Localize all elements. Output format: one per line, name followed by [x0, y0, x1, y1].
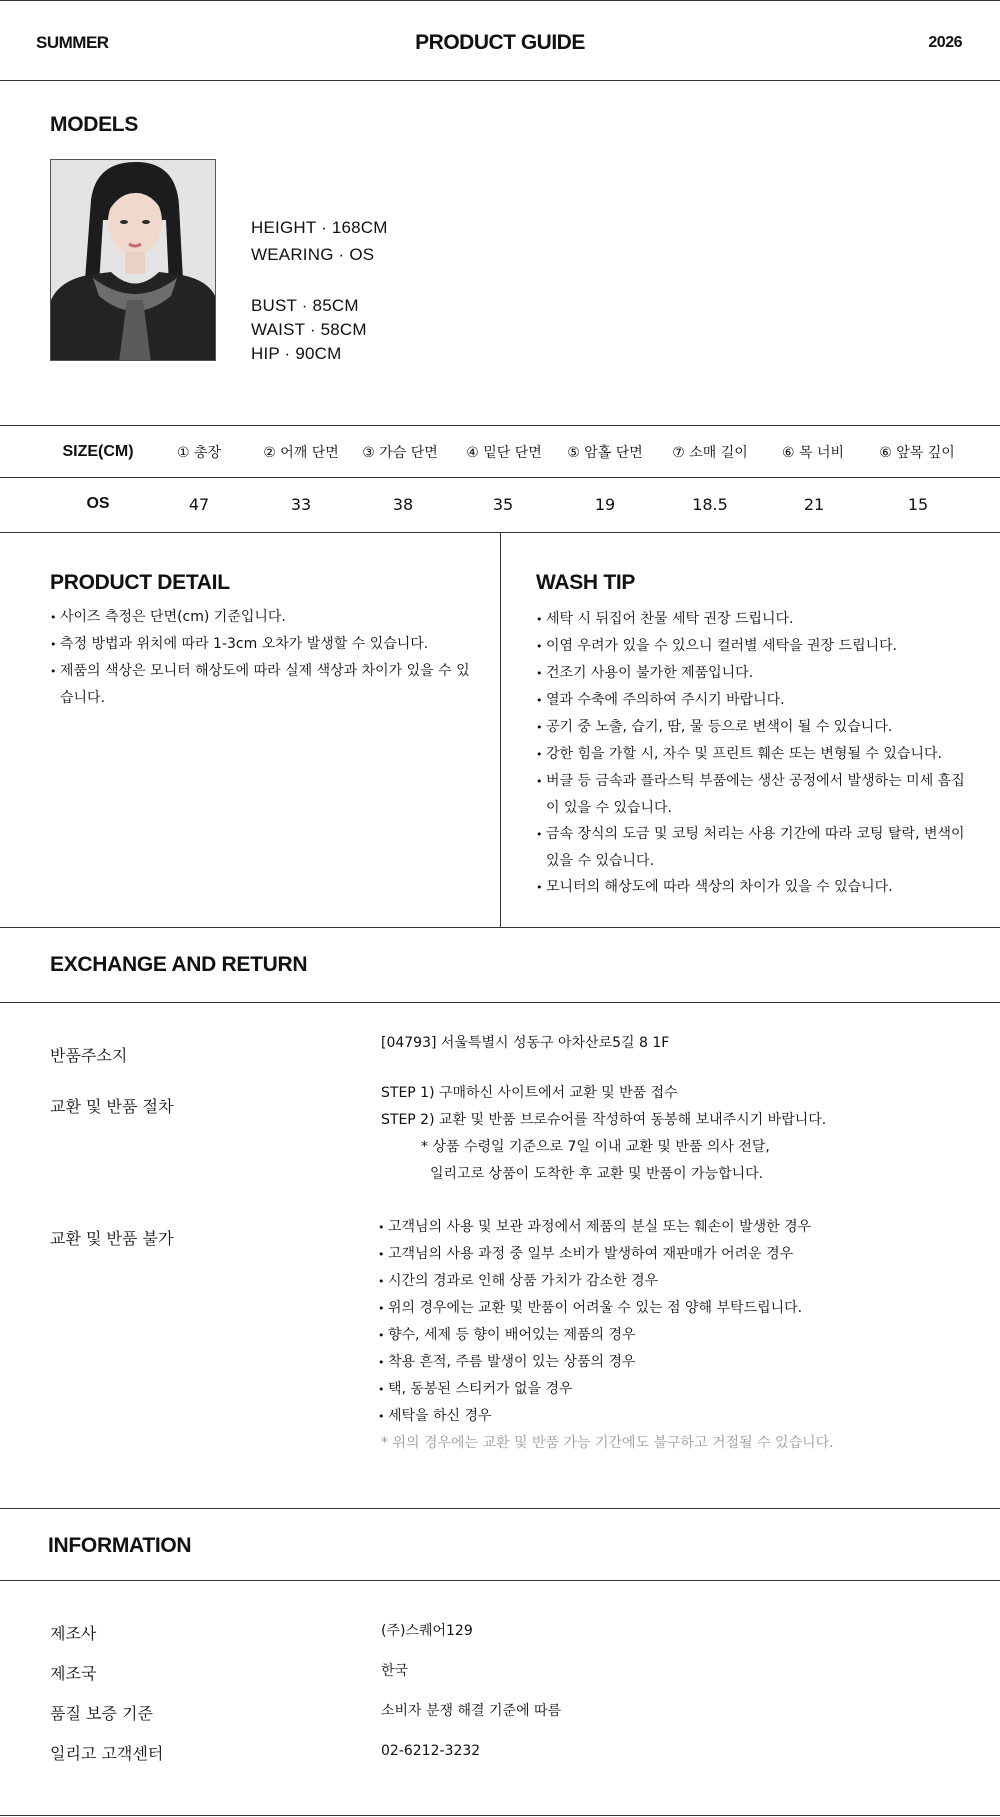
model-height: HEIGHT · 168CM — [251, 218, 388, 237]
exchange-note: * 위의 경우에는 교환 및 반품 가능 기간에도 불구하고 거절될 수 있습니다. — [381, 1435, 834, 1451]
list-item: • 공기 중 노출, 습기, 땀, 물 등으로 변색이 될 수 있습니다. — [536, 714, 972, 741]
list-item: • 세탁 시 뒤집어 찬물 세탁 권장 드립니다. — [536, 606, 972, 633]
list-item: • 측정 방법과 위치에 따라 1-3cm 오차가 발생할 수 있습니다. — [50, 631, 480, 658]
list-item: • 사이즈 측정은 단면(cm) 기준입니다. — [50, 604, 480, 631]
list-item: • 세탁을 하신 경우 — [378, 1403, 938, 1430]
procedure-note-2: 일리고로 상품이 도착한 후 교환 및 반품이 가능합니다. — [430, 1166, 764, 1182]
detail-column-divider — [500, 532, 501, 927]
size-table-header — [0, 442, 1000, 462]
model-photo — [50, 159, 216, 361]
size-header-neck-depth: ⑥ 앞목 깊이 — [879, 445, 955, 461]
size-cell-hem: 35 — [492, 494, 514, 514]
list-item: • 열과 수축에 주의하여 주시기 바랍니다. — [536, 687, 972, 714]
size-cell-armhole: 19 — [594, 494, 616, 514]
top-border — [0, 0, 1000, 1]
size-cell-neck-depth: 15 — [907, 494, 929, 514]
header-season: SUMMER — [36, 33, 109, 52]
procedure-step-2: STEP 2) 교환 및 반품 브로슈어를 작성하여 동봉해 보내주시기 바랍니다. — [381, 1112, 827, 1128]
list-item: • 금속 장식의 도금 및 코팅 처리는 사용 기간에 따라 코팅 탈락, 변색이 있을 수 있습니다. — [536, 821, 972, 874]
size-header-armhole: ⑤ 암홀 단면 — [567, 445, 643, 461]
size-header-sleeve: ⑦ 소매 길이 — [672, 445, 748, 461]
model-hip: HIP · 90CM — [251, 344, 342, 363]
size-header-shoulder: ② 어깨 단면 — [263, 445, 339, 461]
list-item: • 위의 경우에는 교환 및 반품이 어려울 수 있는 점 양해 부탁드립니다. — [378, 1295, 938, 1322]
information-title-divider — [0, 1580, 1000, 1581]
procedure-step-1: STEP 1) 구매하신 사이트에서 교환 및 반품 접수 — [381, 1085, 678, 1101]
header-year: 2026 — [928, 34, 962, 51]
procedure-note-1: * 상품 수령일 기준으로 7일 이내 교환 및 반품 의사 전달, — [421, 1139, 770, 1155]
size-cell-size: OS — [86, 495, 110, 512]
exchange-bottom-divider — [0, 1508, 1000, 1509]
list-item: • 건조기 사용이 불가한 제품입니다. — [536, 660, 972, 687]
size-header-label: SIZE(CM) — [62, 443, 134, 460]
info-label-country: 제조국 — [50, 1664, 97, 1683]
list-item: • 버클 등 금속과 플라스틱 부품에는 생산 공정에서 발생하는 미세 흠집이 있을 수 있습니다. — [536, 768, 972, 821]
list-item: • 이염 우려가 있을 수 있으니 컬러별 세탁을 권장 드립니다. — [536, 633, 972, 660]
wash-tip-title: WASH TIP — [536, 571, 636, 594]
size-header-neck-width: ⑥ 목 너비 — [781, 445, 845, 461]
size-header-length: ① 총장 — [176, 445, 222, 461]
bottom-border — [0, 1815, 1000, 1816]
page-title: PRODUCT GUIDE — [415, 31, 585, 54]
info-value-country: 한국 — [381, 1663, 409, 1679]
header-divider — [0, 80, 1000, 81]
list-item: • 착용 흔적, 주름 발생이 있는 상품의 경우 — [378, 1349, 938, 1376]
wash-tip-list — [536, 606, 972, 901]
list-item: • 시간의 경과로 인해 상품 가치가 감소한 경우 — [378, 1268, 938, 1295]
information-title: INFORMATION — [48, 1534, 192, 1557]
size-header-hem: ④ 밑단 단면 — [466, 445, 542, 461]
product-detail-title: PRODUCT DETAIL — [50, 571, 230, 594]
list-item: • 향수, 세제 등 향이 배어있는 제품의 경우 — [378, 1322, 938, 1349]
exchange-title: EXCHANGE AND RETURN — [50, 953, 308, 976]
size-cell-chest: 38 — [392, 494, 414, 514]
info-label-warranty: 품질 보증 기준 — [50, 1704, 153, 1723]
info-value-customer-center: 02-6212-3232 — [381, 1743, 481, 1759]
model-wearing: WEARING · OS — [251, 245, 375, 264]
size-table-mid — [0, 477, 1000, 478]
size-header-chest: ③ 가슴 단면 — [362, 445, 438, 461]
not-allowed-label: 교환 및 반품 불가 — [50, 1229, 174, 1248]
exchange-title-divider — [0, 1002, 1000, 1003]
list-item: • 제품의 색상은 모니터 해상도에 따라 실제 색상과 차이가 있을 수 있습니다. — [50, 658, 480, 711]
procedure-label: 교환 및 반품 절차 — [50, 1097, 174, 1116]
info-value-manufacturer: (주)스퀘어129 — [381, 1623, 473, 1639]
detail-bottom-divider — [0, 927, 1000, 928]
product-detail-list — [50, 604, 480, 711]
model-bust: BUST · 85CM — [251, 296, 359, 315]
list-item: • 택, 동봉된 스티커가 없을 경우 — [378, 1376, 938, 1403]
info-value-warranty: 소비자 분쟁 해결 기준에 따름 — [381, 1703, 562, 1719]
list-item: • 고객님의 사용 및 보관 과정에서 제품의 분실 또는 훼손이 발생한 경우 — [378, 1214, 938, 1241]
return-address: [04793] 서울특별시 성동구 아차산로5길 8 1F — [381, 1035, 670, 1051]
list-item: • 고객님의 사용 과정 중 일부 소비가 발생하여 재판매가 어려운 경우 — [378, 1241, 938, 1268]
size-cell-neck-width: 21 — [803, 494, 825, 514]
size-cell-shoulder: 33 — [290, 494, 312, 514]
size-table-row — [0, 494, 1000, 514]
list-item: • 강한 힘을 가할 시, 자수 및 프린트 훼손 또는 변형될 수 있습니다. — [536, 741, 972, 768]
not-allowed-list — [378, 1214, 938, 1430]
info-label-manufacturer: 제조사 — [50, 1624, 97, 1643]
return-address-label: 반품주소지 — [50, 1046, 128, 1065]
model-photo-illustration — [51, 160, 216, 361]
model-waist: WAIST · 58CM — [251, 320, 367, 339]
size-cell-sleeve: 18.5 — [692, 494, 728, 514]
list-item: • 모니터의 해상도에 따라 색상의 차이가 있을 수 있습니다. — [536, 874, 972, 901]
size-table-top — [0, 425, 1000, 426]
size-cell-length: 47 — [188, 494, 210, 514]
info-label-customer-center: 일리고 고객센터 — [50, 1744, 164, 1763]
models-title: MODELS — [50, 113, 139, 136]
